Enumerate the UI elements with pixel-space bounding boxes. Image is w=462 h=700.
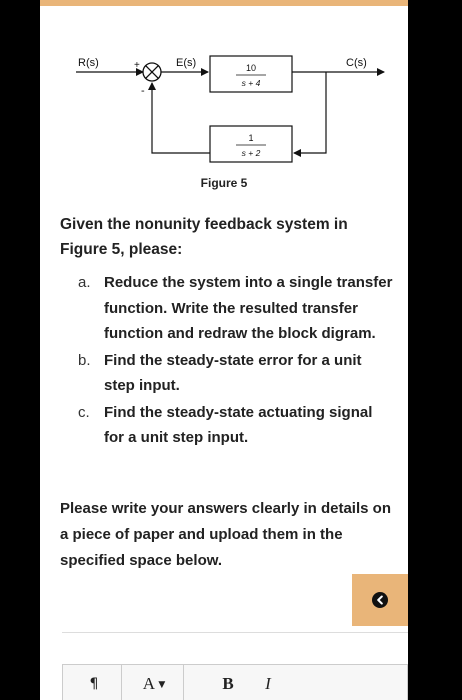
chevron-left-icon [372,592,388,608]
plus-sign: + [134,60,140,71]
font-color-button[interactable] [133,673,175,695]
output-label: C(s) [346,57,367,69]
task-text: Find the steady-state error for a unit step input. [104,351,362,394]
closing-instructions: Please write your answers clearly in details on a piece of paper and upload them in the specified space below. [60,500,391,569]
bold-button[interactable]: B [222,674,234,693]
task-item-c [60,400,395,451]
forward-block [210,56,292,92]
feedback-block [210,126,292,162]
caret-down-icon: ▼ [158,680,166,690]
task-marker: c. [78,403,90,421]
question-card [40,0,408,700]
task-list [60,270,395,452]
feedback-takeoff-line [294,72,326,153]
toolbar-separator [121,665,122,700]
forward-numerator: 10 [245,63,257,73]
divider [62,632,408,633]
question-intro: Given the nonunity feedback system in Figure 5, please: [60,216,348,258]
input-label: R(s) [78,57,99,69]
feedback-return-line [152,83,210,153]
feedback-denominator: s + 2 [241,148,261,158]
task-text: Reduce the system into a single transfer function. Write the resulted transfer function and redraw the block digram. [104,274,393,342]
italic-button[interactable]: I [265,674,271,693]
accent-bar [40,0,408,6]
error-label: E(s) [176,57,197,69]
task-text: Find the steady-state actuating signal for a unit step input. [104,403,373,446]
figure-caption: Figure 5 [200,176,248,190]
minus-sign: - [141,85,145,97]
editor-toolbar [62,664,408,700]
task-marker: b. [78,351,91,369]
scroll-toggle-button[interactable] [352,574,408,626]
summing-junction [143,63,161,81]
toolbar-separator [183,665,184,700]
feedback-numerator: 1 [248,133,254,143]
font-color-label: A [142,674,155,693]
paragraph-format-button[interactable]: ¶ [89,676,99,692]
task-item-b [60,348,395,399]
forward-denominator: s + 4 [241,78,261,88]
task-marker: a. [78,274,91,291]
task-item-a [60,270,395,347]
